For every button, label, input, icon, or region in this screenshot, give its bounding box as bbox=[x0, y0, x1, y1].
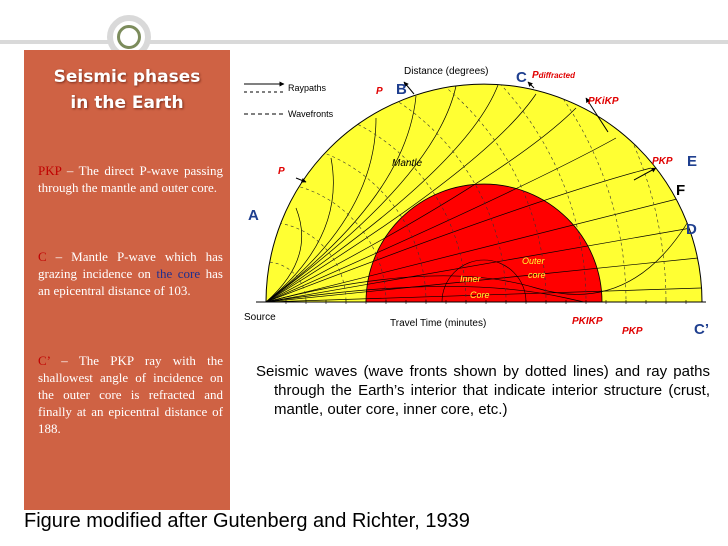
point-e-label: E bbox=[687, 153, 698, 170]
point-a-label: A bbox=[248, 207, 259, 224]
pkp-text: – The direct P-wave passing through the mantle and outer core. bbox=[38, 163, 223, 195]
c-prime-term: C’ bbox=[38, 353, 51, 368]
pkikp-top-label: PKiKP bbox=[588, 96, 619, 107]
outer-core-label-2: core bbox=[528, 270, 546, 280]
pkp-definition bbox=[38, 162, 223, 196]
p-diffracted-base: P bbox=[532, 70, 539, 81]
mantle-label: Mantle bbox=[392, 158, 423, 169]
point-b-label: B bbox=[396, 81, 407, 98]
c-prime-definition bbox=[38, 352, 223, 437]
travel-time-axis-label: Travel Time (minutes) bbox=[390, 318, 487, 329]
c-text-b: has an epicentral distance of 103. bbox=[38, 266, 223, 298]
point-c-label: C bbox=[516, 69, 527, 86]
slide-title bbox=[24, 64, 230, 116]
c-prime-text: – The PKP ray with the shallowest angle of incidence on the outer core is refracted and finally at an epicentral distance of 188. bbox=[38, 353, 223, 436]
c-term: C bbox=[38, 249, 47, 264]
p-phase-left-label: P bbox=[278, 166, 285, 177]
distance-axis-label: Distance (degrees) bbox=[404, 66, 489, 77]
slide-title-line-1: Seismic phases bbox=[53, 67, 201, 87]
p-diffracted-label bbox=[532, 70, 576, 81]
diagram-description: Seismic waves (wave fronts shown by dotted lines) and ray paths through the Earth’s interior that indicate interior structure (crust, mantle, outer core, inner core, etc.) bbox=[256, 363, 710, 418]
pkp-bottom-label: PKP bbox=[622, 326, 643, 337]
point-c-prime-label: C’ bbox=[694, 321, 709, 338]
outer-core-label-1: Outer bbox=[522, 256, 545, 266]
point-f-label: F bbox=[676, 182, 686, 199]
p-phase-top-label: P bbox=[376, 86, 383, 97]
slide-title-line-2: in the Earth bbox=[70, 93, 184, 113]
c-definition bbox=[38, 248, 223, 299]
pkikp-bottom-label: PKIKP bbox=[572, 316, 603, 327]
left-panel bbox=[24, 50, 230, 510]
p-diffracted-sub: diffracted bbox=[538, 71, 575, 80]
inner-core-label-1: Inner bbox=[460, 274, 481, 284]
inner-core-label-2: Core bbox=[470, 290, 490, 300]
legend bbox=[244, 83, 334, 119]
axis-ticks bbox=[286, 300, 686, 304]
figure-caption: Figure modified after Gutenberg and Richter, 1939 bbox=[24, 510, 470, 532]
the-core-link[interactable]: the core bbox=[156, 266, 201, 281]
pkp-e-label: PKP bbox=[652, 156, 673, 167]
c-text-a: – Mantle P-wave which has grazing incidence on bbox=[38, 249, 223, 281]
source-label: Source bbox=[244, 312, 276, 323]
seismic-ray-diagram bbox=[236, 58, 716, 338]
legend-wavefronts-label: Wavefronts bbox=[288, 109, 334, 119]
pkp-term: PKP bbox=[38, 163, 62, 178]
point-d-label: D bbox=[686, 221, 697, 238]
legend-raypaths-label: Raypaths bbox=[288, 83, 327, 93]
